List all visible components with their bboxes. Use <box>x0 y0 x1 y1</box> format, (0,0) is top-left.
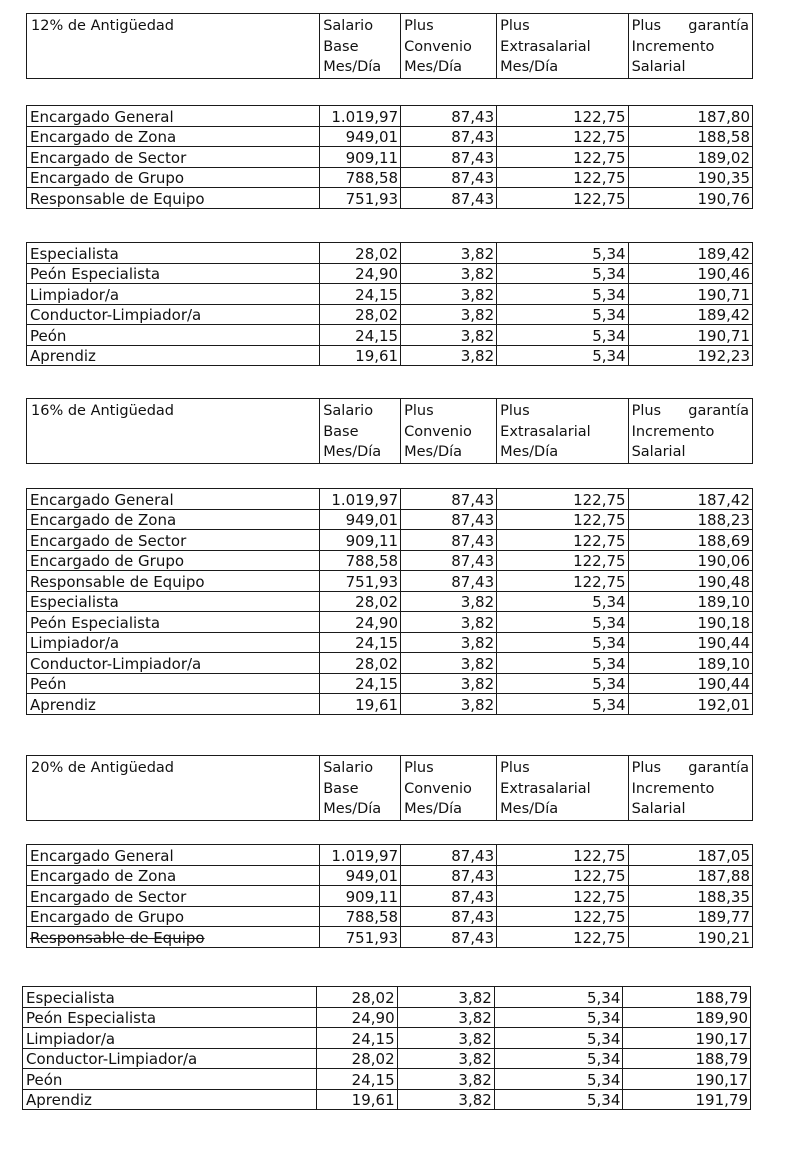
plus-garantia-value: 191,79 <box>623 1089 751 1110</box>
category-label: Aprendiz <box>27 345 320 366</box>
data-block <box>22 986 751 1110</box>
category-label: Peón <box>27 325 320 346</box>
plus-extrasalarial-value: 5,34 <box>497 632 628 653</box>
plus-extrasalarial-value: 5,34 <box>497 304 628 325</box>
section-title: 16% de Antigüedad <box>27 399 320 464</box>
plus-garantia-value: 190,17 <box>623 1069 751 1090</box>
plus-garantia-value: 190,17 <box>623 1028 751 1049</box>
section-title: 12% de Antigüedad <box>27 14 320 79</box>
table-row <box>27 591 753 612</box>
table-row <box>27 167 753 188</box>
plus-convenio-value: 3,82 <box>401 345 497 366</box>
header-plus-convenio: Plus Convenio Mes/Día <box>401 14 497 79</box>
plus-convenio-value: 3,82 <box>401 284 497 305</box>
plus-convenio-value: 87,43 <box>401 126 497 147</box>
plus-convenio-value: 3,82 <box>397 1048 494 1069</box>
category-label: Encargado General <box>27 489 320 510</box>
plus-extrasalarial-value: 122,75 <box>497 886 628 907</box>
header-salario-base: Salario Base Mes/Día <box>320 756 401 821</box>
plus-convenio-value: 87,43 <box>401 489 497 510</box>
plus-extrasalarial-value: 122,75 <box>497 550 628 571</box>
plus-garantia-value: 190,71 <box>628 325 752 346</box>
table-row <box>23 1007 751 1028</box>
salario-base-value: 28,02 <box>320 243 401 264</box>
plus-garantia-value: 189,77 <box>628 906 752 927</box>
salario-base-value: 788,58 <box>320 906 401 927</box>
salario-base-value: 24,90 <box>316 1007 397 1028</box>
plus-convenio-value: 87,43 <box>401 906 497 927</box>
section-title: 20% de Antigüedad <box>27 756 320 821</box>
category-label: Conductor-Limpiador/a <box>27 304 320 325</box>
salario-base-value: 751,93 <box>320 188 401 209</box>
category-label: Limpiador/a <box>27 632 320 653</box>
category-label: Encargado General <box>27 106 320 127</box>
plus-extrasalarial-value: 5,34 <box>497 653 628 674</box>
plus-convenio-value: 3,82 <box>397 987 494 1008</box>
table-row <box>27 489 753 510</box>
salario-base-value: 28,02 <box>320 304 401 325</box>
plus-convenio-value: 3,82 <box>401 325 497 346</box>
header-salario-base: Salario Base Mes/Día <box>320 14 401 79</box>
section-header-20 <box>26 755 753 821</box>
plus-extrasalarial-value: 122,75 <box>497 106 628 127</box>
category-label: Conductor-Limpiador/a <box>27 653 320 674</box>
data-block <box>26 242 753 366</box>
plus-extrasalarial-value: 122,75 <box>497 489 628 510</box>
plus-extrasalarial-value: 5,34 <box>494 1028 623 1049</box>
table-row <box>27 263 753 284</box>
plus-convenio-value: 87,43 <box>401 188 497 209</box>
table-row <box>27 845 753 866</box>
header-plus-convenio: Plus Convenio Mes/Día <box>401 399 497 464</box>
salario-base-value: 19,61 <box>320 694 401 715</box>
category-label: Encargado de Zona <box>27 509 320 530</box>
section-header-16 <box>26 398 753 464</box>
plus-convenio-value: 87,43 <box>401 845 497 866</box>
table-row <box>27 612 753 633</box>
plus-extrasalarial-value: 5,34 <box>494 1048 623 1069</box>
header-plus-extrasalarial: Plus Extrasalarial Mes/Día <box>497 756 628 821</box>
plus-extrasalarial-value: 122,75 <box>497 906 628 927</box>
plus-garantia-value: 190,44 <box>628 632 752 653</box>
category-label: Encargado de Zona <box>27 865 320 886</box>
table-row <box>27 106 753 127</box>
plus-garantia-value: 187,88 <box>628 865 752 886</box>
table-row <box>27 304 753 325</box>
plus-extrasalarial-value: 122,75 <box>497 845 628 866</box>
plus-convenio-value: 3,82 <box>401 263 497 284</box>
category-label: Encargado de Grupo <box>27 550 320 571</box>
plus-convenio-value: 3,82 <box>397 1069 494 1090</box>
plus-extrasalarial-value: 5,34 <box>494 1069 623 1090</box>
salario-base-value: 909,11 <box>320 147 401 168</box>
salario-base-value: 28,02 <box>320 591 401 612</box>
table-row <box>23 987 751 1008</box>
plus-convenio-value: 3,82 <box>401 304 497 325</box>
salario-base-value: 28,02 <box>316 987 397 1008</box>
table-row <box>27 345 753 366</box>
table-row <box>23 1089 751 1110</box>
plus-garantia-value: 189,42 <box>628 304 752 325</box>
plus-garantia-value: 190,21 <box>628 927 752 948</box>
category-label: Especialista <box>27 591 320 612</box>
plus-convenio-value: 87,43 <box>401 865 497 886</box>
plus-convenio-value: 87,43 <box>401 927 497 948</box>
plus-extrasalarial-value: 5,34 <box>497 591 628 612</box>
plus-convenio-value: 87,43 <box>401 886 497 907</box>
salario-base-value: 751,93 <box>320 927 401 948</box>
header-plus-convenio: Plus Convenio Mes/Día <box>401 756 497 821</box>
salario-base-value: 24,90 <box>320 612 401 633</box>
category-label: Encargado de Grupo <box>27 167 320 188</box>
plus-extrasalarial-value: 5,34 <box>497 345 628 366</box>
plus-extrasalarial-value: 122,75 <box>497 571 628 592</box>
header-plus-extrasalarial: Plus Extrasalarial Mes/Día <box>497 14 628 79</box>
salario-base-value: 24,90 <box>320 263 401 284</box>
category-label: Responsable de Equipo <box>27 927 320 948</box>
category-label: Encargado de Grupo <box>27 906 320 927</box>
salario-base-value: 751,93 <box>320 571 401 592</box>
plus-convenio-value: 3,82 <box>401 612 497 633</box>
category-label: Conductor-Limpiador/a <box>23 1048 317 1069</box>
table-row <box>27 694 753 715</box>
salario-base-value: 19,61 <box>316 1089 397 1110</box>
plus-garantia-value: 190,46 <box>628 263 752 284</box>
category-label: Aprendiz <box>27 694 320 715</box>
table-row <box>27 632 753 653</box>
plus-extrasalarial-value: 5,34 <box>497 284 628 305</box>
plus-convenio-value: 3,82 <box>401 243 497 264</box>
plus-garantia-value: 190,48 <box>628 571 752 592</box>
salario-base-value: 28,02 <box>316 1048 397 1069</box>
plus-convenio-value: 3,82 <box>401 591 497 612</box>
plus-garantia-value: 189,10 <box>628 591 752 612</box>
salario-base-value: 909,11 <box>320 530 401 551</box>
plus-garantia-value: 190,35 <box>628 167 752 188</box>
category-label: Especialista <box>23 987 317 1008</box>
salario-base-value: 949,01 <box>320 509 401 530</box>
plus-convenio-value: 3,82 <box>401 694 497 715</box>
salario-base-value: 1.019,97 <box>320 106 401 127</box>
table-row <box>27 509 753 530</box>
salario-base-value: 24,15 <box>320 673 401 694</box>
salario-base-value: 949,01 <box>320 865 401 886</box>
plus-convenio-value: 87,43 <box>401 147 497 168</box>
plus-convenio-value: 3,82 <box>401 632 497 653</box>
plus-convenio-value: 3,82 <box>401 653 497 674</box>
plus-extrasalarial-value: 122,75 <box>497 509 628 530</box>
table-row <box>27 865 753 886</box>
plus-convenio-value: 87,43 <box>401 530 497 551</box>
category-label: Peón <box>27 673 320 694</box>
plus-garantia-value: 188,79 <box>623 1048 751 1069</box>
plus-garantia-value: 188,35 <box>628 886 752 907</box>
table-row <box>27 653 753 674</box>
salario-base-value: 24,15 <box>316 1069 397 1090</box>
salario-base-value: 24,15 <box>320 325 401 346</box>
plus-convenio-value: 3,82 <box>397 1007 494 1028</box>
header-salario-base: Salario Base Mes/Día <box>320 399 401 464</box>
header-plus-extrasalarial: Plus Extrasalarial Mes/Día <box>497 399 628 464</box>
table-row <box>27 571 753 592</box>
table-row <box>27 243 753 264</box>
category-label: Encargado de Sector <box>27 147 320 168</box>
plus-convenio-value: 87,43 <box>401 167 497 188</box>
plus-extrasalarial-value: 122,75 <box>497 167 628 188</box>
plus-extrasalarial-value: 5,34 <box>494 1089 623 1110</box>
plus-extrasalarial-value: 5,34 <box>497 673 628 694</box>
category-label: Responsable de Equipo <box>27 188 320 209</box>
plus-garantia-value: 192,23 <box>628 345 752 366</box>
salario-base-value: 28,02 <box>320 653 401 674</box>
plus-extrasalarial-value: 5,34 <box>497 325 628 346</box>
plus-convenio-value: 87,43 <box>401 106 497 127</box>
table-row <box>27 284 753 305</box>
salario-base-value: 909,11 <box>320 886 401 907</box>
plus-garantia-value: 187,05 <box>628 845 752 866</box>
plus-garantia-value: 188,79 <box>623 987 751 1008</box>
plus-convenio-value: 87,43 <box>401 509 497 530</box>
plus-extrasalarial-value: 5,34 <box>497 263 628 284</box>
salario-base-value: 19,61 <box>320 345 401 366</box>
category-label: Peón <box>23 1069 317 1090</box>
plus-extrasalarial-value: 122,75 <box>497 188 628 209</box>
plus-extrasalarial-value: 122,75 <box>497 147 628 168</box>
header-plus-garantia: Plus garantía Incremento Salarial <box>628 14 752 79</box>
salario-base-value: 1.019,97 <box>320 489 401 510</box>
table-row <box>27 147 753 168</box>
plus-garantia-value: 190,71 <box>628 284 752 305</box>
category-label: Responsable de Equipo <box>27 571 320 592</box>
table-row <box>27 550 753 571</box>
table-row <box>27 886 753 907</box>
header-plus-garantia: Plus garantía Incremento Salarial <box>628 756 752 821</box>
plus-extrasalarial-value: 5,34 <box>497 612 628 633</box>
table-row <box>27 927 753 948</box>
plus-garantia-value: 188,69 <box>628 530 752 551</box>
category-label: Aprendiz <box>23 1089 317 1110</box>
table-row <box>23 1048 751 1069</box>
plus-garantia-value: 192,01 <box>628 694 752 715</box>
table-row <box>27 530 753 551</box>
plus-convenio-value: 87,43 <box>401 571 497 592</box>
plus-extrasalarial-value: 5,34 <box>494 987 623 1008</box>
plus-extrasalarial-value: 122,75 <box>497 865 628 886</box>
category-label: Peón Especialista <box>23 1007 317 1028</box>
plus-garantia-value: 189,02 <box>628 147 752 168</box>
plus-convenio-value: 3,82 <box>401 673 497 694</box>
table-row <box>27 906 753 927</box>
table-row <box>27 673 753 694</box>
data-block <box>26 488 753 715</box>
plus-convenio-value: 3,82 <box>397 1028 494 1049</box>
salario-base-value: 788,58 <box>320 167 401 188</box>
plus-garantia-value: 190,06 <box>628 550 752 571</box>
plus-extrasalarial-value: 5,34 <box>494 1007 623 1028</box>
plus-garantia-value: 190,76 <box>628 188 752 209</box>
section-header-12 <box>26 13 753 79</box>
plus-garantia-value: 189,42 <box>628 243 752 264</box>
table-row <box>27 126 753 147</box>
table-row <box>23 1069 751 1090</box>
category-label: Especialista <box>27 243 320 264</box>
plus-extrasalarial-value: 5,34 <box>497 243 628 264</box>
plus-convenio-value: 3,82 <box>397 1089 494 1110</box>
salario-base-value: 24,15 <box>320 632 401 653</box>
plus-extrasalarial-value: 122,75 <box>497 126 628 147</box>
salario-base-value: 949,01 <box>320 126 401 147</box>
category-label: Encargado de Sector <box>27 530 320 551</box>
data-block <box>26 844 753 948</box>
header-plus-garantia: Plus garantía Incremento Salarial <box>628 399 752 464</box>
plus-extrasalarial-value: 122,75 <box>497 927 628 948</box>
plus-garantia-value: 188,58 <box>628 126 752 147</box>
category-label: Limpiador/a <box>23 1028 317 1049</box>
plus-garantia-value: 187,80 <box>628 106 752 127</box>
category-label: Peón Especialista <box>27 612 320 633</box>
plus-garantia-value: 189,90 <box>623 1007 751 1028</box>
category-label: Peón Especialista <box>27 263 320 284</box>
plus-garantia-value: 188,23 <box>628 509 752 530</box>
table-row <box>27 325 753 346</box>
table-row <box>27 188 753 209</box>
category-label: Encargado de Sector <box>27 886 320 907</box>
data-block <box>26 105 753 209</box>
salario-base-value: 1.019,97 <box>320 845 401 866</box>
category-label: Encargado General <box>27 845 320 866</box>
category-label: Encargado de Zona <box>27 126 320 147</box>
plus-garantia-value: 187,42 <box>628 489 752 510</box>
salario-base-value: 24,15 <box>320 284 401 305</box>
plus-garantia-value: 189,10 <box>628 653 752 674</box>
category-label: Limpiador/a <box>27 284 320 305</box>
salario-base-value: 788,58 <box>320 550 401 571</box>
plus-garantia-value: 190,18 <box>628 612 752 633</box>
salario-base-value: 24,15 <box>316 1028 397 1049</box>
plus-convenio-value: 87,43 <box>401 550 497 571</box>
plus-extrasalarial-value: 122,75 <box>497 530 628 551</box>
plus-garantia-value: 190,44 <box>628 673 752 694</box>
plus-extrasalarial-value: 5,34 <box>497 694 628 715</box>
table-row <box>23 1028 751 1049</box>
